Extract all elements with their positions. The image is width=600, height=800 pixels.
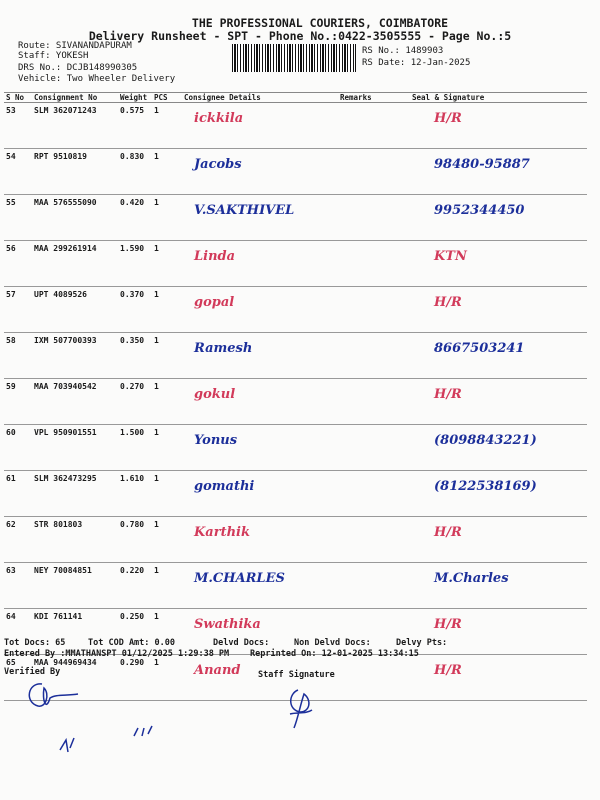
col-consignee: Consignee Details xyxy=(182,93,338,103)
cell-remarks xyxy=(338,149,394,195)
col-weight: Weight xyxy=(118,93,152,103)
cell-consignment-no: MAA 576555090 xyxy=(32,195,118,241)
cell-signature: 98480-95887 xyxy=(394,149,587,195)
cell-remarks xyxy=(338,241,394,287)
cell-consignment-no: MAA 703940542 xyxy=(32,379,118,425)
cell-signature: H/R xyxy=(394,379,587,425)
cell-sno: 55 xyxy=(4,195,32,241)
col-pcs: PCS xyxy=(152,93,182,103)
table-row xyxy=(4,333,587,379)
staff-signature xyxy=(280,684,330,734)
cell-sno: 62 xyxy=(4,517,32,563)
cell-signature: H/R xyxy=(394,655,587,701)
cell-weight: 0.250 xyxy=(118,609,152,655)
cell-pcs: 1 xyxy=(152,241,182,287)
cell-sno: 64 xyxy=(4,609,32,655)
cell-consignment-no: NEY 70084851 xyxy=(32,563,118,609)
cell-remarks xyxy=(338,103,394,149)
col-signature: Seal & Signature xyxy=(394,93,587,103)
cell-consignment-no: SLM 362071243 xyxy=(32,103,118,149)
scribble-mark xyxy=(56,722,176,762)
table-row xyxy=(4,563,587,609)
cell-consignment-no: IXM 507700393 xyxy=(32,333,118,379)
cell-remarks xyxy=(338,195,394,241)
cell-weight: 0.575 xyxy=(118,103,152,149)
cell-signature: H/R xyxy=(394,103,587,149)
cell-signature: H/R xyxy=(394,517,587,563)
cell-sno: 56 xyxy=(4,241,32,287)
cell-consignee: Ramesh xyxy=(182,333,338,379)
table-row xyxy=(4,287,587,333)
cell-signature: M.Charles xyxy=(394,563,587,609)
cell-sno: 54 xyxy=(4,149,32,195)
staff-signature-label: Staff Signature xyxy=(258,670,335,680)
company-title: THE PROFESSIONAL COURIERS, COIMBATORE xyxy=(191,16,449,30)
col-consignment: Consignment No xyxy=(32,93,118,103)
cell-weight: 0.420 xyxy=(118,195,152,241)
cell-consignee: ickkila xyxy=(182,103,338,149)
cell-remarks xyxy=(338,471,394,517)
runsheet-title: Delivery Runsheet - SPT - Phone No.:0422-3505555 - Page No.:5 xyxy=(88,29,512,43)
entered-by: Entered By :MMATHANSPT 01/12/2025 1:29:38 PM xyxy=(4,649,230,659)
cell-remarks xyxy=(338,379,394,425)
cell-sno: 63 xyxy=(4,563,32,609)
cell-remarks xyxy=(338,287,394,333)
cell-consignment-no: SLM 362473295 xyxy=(32,471,118,517)
verified-by-signature xyxy=(20,676,100,716)
cell-consignee: gopal xyxy=(182,287,338,333)
cell-consignee: Jacobs xyxy=(182,149,338,195)
tot-docs: Tot Docs: 65 xyxy=(4,638,66,648)
cell-sno: 60 xyxy=(4,425,32,471)
col-remarks: Remarks xyxy=(338,93,394,103)
cell-pcs: 1 xyxy=(152,333,182,379)
cell-consignment-no: MAA 944969434 xyxy=(32,655,118,701)
table-row xyxy=(4,425,587,471)
cell-sno: 65 xyxy=(4,655,32,701)
cell-consignment-no: KDI 761141 xyxy=(32,609,118,655)
cell-pcs: 1 xyxy=(152,103,182,149)
cell-consignee: Karthik xyxy=(182,517,338,563)
cell-sno: 58 xyxy=(4,333,32,379)
cell-consignee: Yonus xyxy=(182,425,338,471)
cell-consignment-no: RPT 9510819 xyxy=(32,149,118,195)
cell-pcs: 1 xyxy=(152,379,182,425)
cell-consignee: Linda xyxy=(182,241,338,287)
cell-weight: 0.350 xyxy=(118,333,152,379)
rs-date: RS Date: 12-Jan-2025 xyxy=(362,58,471,68)
cell-sno: 61 xyxy=(4,471,32,517)
cell-pcs: 1 xyxy=(152,149,182,195)
non-delvd-docs: Non Delvd Docs: xyxy=(294,638,371,648)
cell-sno: 53 xyxy=(4,103,32,149)
barcode xyxy=(232,44,356,72)
cell-consignment-no: UPT 4089526 xyxy=(32,287,118,333)
cell-consignee: gokul xyxy=(182,379,338,425)
cell-signature: H/R xyxy=(394,609,587,655)
cell-signature: (8098843221) xyxy=(394,425,587,471)
table-row xyxy=(4,517,587,563)
route-label: Route: SIVANANDAPURAM xyxy=(18,41,132,51)
cell-pcs: 1 xyxy=(152,517,182,563)
delvy-pts: Delvy Pts: xyxy=(396,638,448,648)
verified-by-label: Verified By xyxy=(4,667,61,677)
cell-sno: 59 xyxy=(4,379,32,425)
cell-remarks xyxy=(338,517,394,563)
cell-weight: 1.500 xyxy=(118,425,152,471)
cell-signature: KTN xyxy=(394,241,587,287)
cell-weight: 1.590 xyxy=(118,241,152,287)
cell-consignment-no: VPL 950901551 xyxy=(32,425,118,471)
runsheet-table xyxy=(4,92,587,701)
cell-consignee: gomathi xyxy=(182,471,338,517)
tot-cod: Tot COD Amt: 0.00 xyxy=(88,638,175,648)
cell-remarks xyxy=(338,655,394,701)
col-sno: S No xyxy=(4,93,32,103)
cell-pcs: 1 xyxy=(152,471,182,517)
cell-weight: 0.270 xyxy=(118,379,152,425)
cell-consignee: M.CHARLES xyxy=(182,563,338,609)
table-row xyxy=(4,195,587,241)
cell-weight: 0.290 xyxy=(118,655,152,701)
cell-remarks xyxy=(338,425,394,471)
drs-label: DRS No.: DCJB148990305 xyxy=(18,63,138,73)
cell-consignee: V.SAKTHIVEL xyxy=(182,195,338,241)
cell-weight: 0.830 xyxy=(118,149,152,195)
rs-no: RS No.: 1489903 xyxy=(362,46,444,56)
table-row xyxy=(4,379,587,425)
cell-signature: H/R xyxy=(394,287,587,333)
cell-weight: 0.220 xyxy=(118,563,152,609)
table-header xyxy=(4,93,587,103)
cell-consignment-no: MAA 299261914 xyxy=(32,241,118,287)
table-row xyxy=(4,103,587,149)
cell-pcs: 1 xyxy=(152,287,182,333)
cell-consignee: Anand xyxy=(182,655,338,701)
staff-label: Staff: YOKESH xyxy=(18,51,89,61)
cell-remarks xyxy=(338,333,394,379)
cell-pcs: 1 xyxy=(152,655,182,701)
cell-sno: 57 xyxy=(4,287,32,333)
table-row xyxy=(4,471,587,517)
cell-signature: 8667503241 xyxy=(394,333,587,379)
cell-pcs: 1 xyxy=(152,609,182,655)
cell-weight: 1.610 xyxy=(118,471,152,517)
vehicle-label: Vehicle: Two Wheeler Delivery xyxy=(18,74,176,84)
cell-consignment-no: STR 801803 xyxy=(32,517,118,563)
cell-remarks xyxy=(338,563,394,609)
cell-weight: 0.780 xyxy=(118,517,152,563)
cell-pcs: 1 xyxy=(152,195,182,241)
cell-consignee: Swathika xyxy=(182,609,338,655)
reprinted-on: Reprinted On: 12-01-2025 13:34:15 xyxy=(250,649,419,659)
cell-pcs: 1 xyxy=(152,425,182,471)
cell-pcs: 1 xyxy=(152,563,182,609)
table-row xyxy=(4,149,587,195)
delvd-docs: Delvd Docs: xyxy=(213,638,270,648)
cell-weight: 0.370 xyxy=(118,287,152,333)
cell-signature: 9952344450 xyxy=(394,195,587,241)
table-row xyxy=(4,241,587,287)
cell-signature: (8122538169) xyxy=(394,471,587,517)
